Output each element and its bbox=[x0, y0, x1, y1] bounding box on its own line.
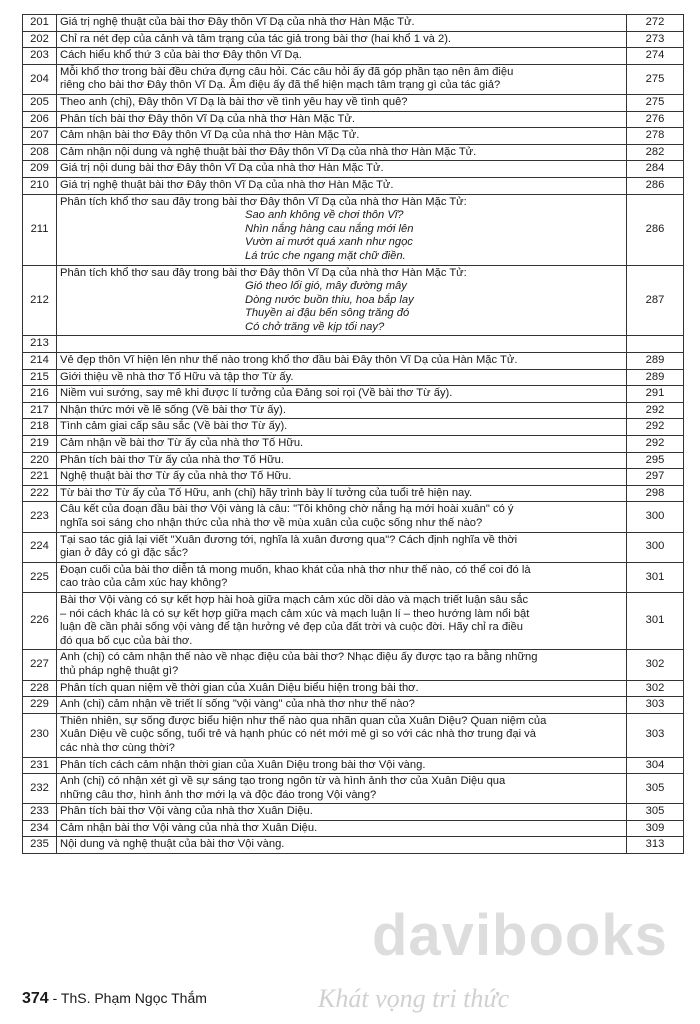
item-title-line: nghĩa soi sáng cho nhận thức của nhà thơ về mùa xuân của cuộc sống như thế nào? bbox=[60, 517, 483, 529]
item-title-line: Phân tích quan niệm về thời gian của Xuân Diệu biểu hiện trong bài thơ. bbox=[60, 681, 419, 694]
table-row bbox=[23, 177, 684, 194]
item-title-line: Cảm nhận bài thơ Đây thôn Vĩ Dạ của nhà thơ Hàn Mặc Tử. bbox=[60, 129, 360, 142]
item-page: 302 bbox=[627, 680, 684, 697]
poem-line: Nhìn nắng hàng cau nắng mới lên bbox=[245, 222, 414, 235]
item-number: 222 bbox=[23, 485, 57, 502]
table-row bbox=[23, 502, 684, 532]
item-page: 303 bbox=[627, 697, 684, 714]
item-number: 219 bbox=[23, 436, 57, 453]
item-page: 273 bbox=[627, 31, 684, 48]
item-title-line: Phân tích bài thơ Vội vàng của nhà thơ Xuân Diệu. bbox=[60, 805, 313, 818]
poem-line: Sao anh không về chơi thôn Vĩ? bbox=[245, 209, 404, 222]
item-page: 295 bbox=[627, 452, 684, 469]
item-title bbox=[57, 402, 627, 419]
table-row bbox=[23, 64, 684, 94]
table-row bbox=[23, 532, 684, 562]
item-title-line: Cảm nhận nội dung và nghệ thuật bài thơ Đây thôn Vĩ Dạ của nhà thơ Hàn Mặc Tử. bbox=[60, 145, 477, 158]
item-title bbox=[57, 64, 627, 94]
poem-line: Vườn ai mướt quá xanh như ngọc bbox=[245, 236, 413, 249]
item-number: 226 bbox=[23, 592, 57, 649]
table-row bbox=[23, 452, 684, 469]
item-page: 305 bbox=[627, 774, 684, 804]
item-title-line: Giá trị nghệ thuật bài thơ Đây thôn Vĩ Dạ của nhà thơ Hàn Mặc Tử. bbox=[60, 178, 394, 191]
item-title-line bbox=[60, 337, 623, 351]
table-row bbox=[23, 485, 684, 502]
item-number: 211 bbox=[23, 194, 57, 265]
item-page: 276 bbox=[627, 111, 684, 128]
item-title bbox=[57, 680, 627, 697]
table-row bbox=[23, 194, 684, 265]
item-title bbox=[57, 419, 627, 436]
poem-line: Có chở trăng về kịp tối nay? bbox=[245, 320, 385, 333]
table-row bbox=[23, 31, 684, 48]
item-title-line: Chỉ ra nét đẹp của cảnh và tâm trạng của tác giả trong bài thơ (hai khổ 1 và 2). bbox=[60, 32, 452, 45]
item-title bbox=[57, 144, 627, 161]
item-number: 214 bbox=[23, 353, 57, 370]
item-title-line: Giới thiệu về nhà thơ Tố Hữu và tập thơ Từ ấy. bbox=[60, 370, 294, 383]
table-row bbox=[23, 15, 684, 32]
item-page: 292 bbox=[627, 436, 684, 453]
page-number: 374 bbox=[22, 990, 49, 1007]
item-title bbox=[57, 194, 627, 265]
item-page: 313 bbox=[627, 837, 684, 854]
table-row bbox=[23, 697, 684, 714]
item-title-line: gian ở đây có gì đặc sắc? bbox=[60, 547, 188, 560]
item-title bbox=[57, 592, 627, 649]
item-number: 235 bbox=[23, 837, 57, 854]
item-title-line: Tại sao tác giả lại viết "Xuân đương tới, nghĩa là xuân đương qua"? Cách định nghĩa về thời bbox=[60, 533, 518, 546]
item-title-line: Thiên nhiên, sự sống được biểu hiện như thế nào qua nhãn quan của Xuân Diệu? Quan niệm của bbox=[60, 714, 547, 727]
item-number: 225 bbox=[23, 562, 57, 592]
item-number: 217 bbox=[23, 402, 57, 419]
item-title bbox=[57, 369, 627, 386]
item-title bbox=[57, 697, 627, 714]
item-title-line: Cảm nhận bài thơ Vội vàng của nhà thơ Xuân Diệu. bbox=[60, 821, 318, 834]
table-row bbox=[23, 469, 684, 486]
table-row bbox=[23, 402, 684, 419]
table-row bbox=[23, 369, 684, 386]
table-row bbox=[23, 713, 684, 757]
table-row bbox=[23, 144, 684, 161]
item-title bbox=[57, 532, 627, 562]
item-title bbox=[57, 650, 627, 680]
watermark-brand: davibooks bbox=[372, 903, 668, 968]
table-row bbox=[23, 336, 684, 353]
item-page: 286 bbox=[627, 177, 684, 194]
item-title bbox=[57, 94, 627, 111]
item-page: 300 bbox=[627, 532, 684, 562]
item-page: 286 bbox=[627, 194, 684, 265]
item-title-line: luận đề cần phải sống vội vàng để tận hưởng vẻ đẹp của đất trời và cuộc đời. Hãy chỉ ra điều bbox=[60, 621, 523, 634]
table-row bbox=[23, 562, 684, 592]
item-page: 275 bbox=[627, 64, 684, 94]
table-row bbox=[23, 436, 684, 453]
item-title-line: Anh (chị) có cảm nhận thế nào về nhạc điệu của bài thơ? Nhạc điệu ấy được tạo ra bằng những bbox=[60, 651, 538, 664]
item-title-line: Nghệ thuật bài thơ Từ ấy của nhà thơ Tố Hữu. bbox=[60, 470, 292, 483]
item-page: 292 bbox=[627, 419, 684, 436]
item-title bbox=[57, 128, 627, 145]
item-number: 202 bbox=[23, 31, 57, 48]
contents-table bbox=[22, 14, 684, 854]
item-title-line: Nội dung và nghệ thuật của bài thơ Vội vàng. bbox=[60, 838, 285, 851]
item-title-line: Anh (chị) có nhận xét gì về sự sáng tạo trong ngôn từ và hình ảnh thơ của Xuân Diệu qua bbox=[60, 775, 506, 788]
toc-page bbox=[22, 14, 684, 854]
watermark-slogan: Khát vọng tri thức bbox=[318, 984, 510, 1013]
item-number: 207 bbox=[23, 128, 57, 145]
item-page: 284 bbox=[627, 161, 684, 178]
item-title-line: riêng cho bài thơ Đây thôn Vĩ Dạ. Âm điệu ấy đã thể hiện mạch tâm trạng gì của tác giả? bbox=[60, 79, 501, 92]
item-title-line: Từ bài thơ Từ ấy của Tố Hữu, anh (chị) hãy trình bày lí tưởng của tuổi trẻ hiện nay. bbox=[60, 486, 473, 499]
item-number: 205 bbox=[23, 94, 57, 111]
item-page: 287 bbox=[627, 265, 684, 336]
item-number: 231 bbox=[23, 757, 57, 774]
item-title-line: Phân tích cách cảm nhận thời gian của Xuân Diệu trong bài thơ Vội vàng. bbox=[60, 758, 426, 771]
table-row bbox=[23, 592, 684, 649]
item-title-line: Câu kết của đoạn đầu bài thơ Vội vàng là câu: "Tôi không chờ nắng hạ mới hoài xuân" có ý bbox=[60, 503, 514, 516]
table-row bbox=[23, 757, 684, 774]
table-row bbox=[23, 650, 684, 680]
item-title-line: Niềm vui sướng, say mê khi được lí tưởng của Đảng soi rọi (Về bài thơ Từ ấy). bbox=[60, 387, 453, 400]
table-row bbox=[23, 128, 684, 145]
item-number: 206 bbox=[23, 111, 57, 128]
item-title bbox=[57, 177, 627, 194]
item-title bbox=[57, 469, 627, 486]
item-number: 234 bbox=[23, 820, 57, 837]
item-page: 304 bbox=[627, 757, 684, 774]
table-row bbox=[23, 161, 684, 178]
item-title-line: – nói cách khác là có sự kết hợp giữa mạch cảm xúc và mạch luận lí – theo hướng làm nổi bật bbox=[60, 607, 530, 620]
item-title bbox=[57, 161, 627, 178]
table-row bbox=[23, 265, 684, 336]
item-page: 305 bbox=[627, 804, 684, 821]
item-title-line: Đoạn cuối của bài thơ diễn tả mong muốn, khao khát của nhà thơ như thế nào, có thể coi đó là bbox=[60, 563, 531, 576]
item-title bbox=[57, 336, 627, 353]
item-page: 298 bbox=[627, 485, 684, 502]
item-title bbox=[57, 502, 627, 532]
item-page: 292 bbox=[627, 402, 684, 419]
item-number: 221 bbox=[23, 469, 57, 486]
item-title-line: Vẻ đẹp thôn Vĩ hiện lên như thế nào trong khổ thơ đầu bài Đây thôn Vĩ Dạ của Hàn Mặc Tử. bbox=[60, 354, 518, 367]
item-title-line: Phân tích bài thơ Từ ấy của nhà thơ Tố Hữu. bbox=[60, 453, 284, 466]
item-title-line: Tình cảm giai cấp sâu sắc (Về bài thơ Từ ấy). bbox=[60, 420, 288, 433]
item-title bbox=[57, 774, 627, 804]
poem-line: Thuyền ai đậu bến sông trăng đó bbox=[245, 307, 410, 320]
poem-line: Lá trúc che ngang mặt chữ điền. bbox=[245, 249, 406, 262]
item-page: 309 bbox=[627, 820, 684, 837]
item-number: 212 bbox=[23, 265, 57, 336]
item-number: 213 bbox=[23, 336, 57, 353]
item-title bbox=[57, 452, 627, 469]
item-title-line: đó qua bố cục của bài thơ. bbox=[60, 634, 193, 647]
item-title-line: Xuân Diệu về cuộc sống, tuổi trẻ và hạnh phúc có nét mới mẻ gì so với các nhà thơ trung đại và bbox=[60, 728, 536, 741]
item-title bbox=[57, 31, 627, 48]
item-title-line: Nhận thức mới về lẽ sống (Về bài thơ Từ ấy). bbox=[60, 403, 286, 416]
item-title bbox=[57, 837, 627, 854]
item-number: 209 bbox=[23, 161, 57, 178]
item-title-line: các nhà thơ cùng thời? bbox=[60, 741, 175, 754]
poem-line: Dòng nước buồn thiu, hoa bắp lay bbox=[245, 293, 414, 306]
item-title bbox=[57, 386, 627, 403]
item-number: 201 bbox=[23, 15, 57, 32]
item-title bbox=[57, 562, 627, 592]
item-number: 218 bbox=[23, 419, 57, 436]
item-title-line: Phân tích khổ thơ sau đây trong bài thơ Đây thôn Vĩ Dạ của nhà thơ Hàn Mặc Tử: bbox=[60, 195, 467, 208]
item-title bbox=[57, 265, 627, 336]
item-page: 291 bbox=[627, 386, 684, 403]
item-number: 224 bbox=[23, 532, 57, 562]
item-title-line: Theo anh (chị), Đây thôn Vĩ Dạ là bài thơ về tình yêu hay về tình quê? bbox=[60, 95, 408, 108]
item-page: 272 bbox=[627, 15, 684, 32]
item-title-line: thủ pháp nghệ thuật gì? bbox=[60, 664, 179, 677]
table-row bbox=[23, 353, 684, 370]
table-row bbox=[23, 804, 684, 821]
item-title-line: những câu thơ, hình ảnh thơ mới lạ và độc đáo trong Vội vàng? bbox=[60, 788, 377, 801]
item-page: 275 bbox=[627, 94, 684, 111]
poem-line: Gió theo lối gió, mây đường mây bbox=[245, 280, 407, 293]
footer-author: - ThS. Phạm Ngọc Thắm bbox=[52, 990, 207, 1006]
item-title bbox=[57, 15, 627, 32]
table-row bbox=[23, 94, 684, 111]
item-title bbox=[57, 353, 627, 370]
item-title-line: cao trào của cảm xúc hay không? bbox=[60, 577, 228, 590]
item-number: 204 bbox=[23, 64, 57, 94]
page-footer bbox=[22, 990, 207, 1008]
contents-table-body bbox=[23, 15, 684, 854]
item-number: 227 bbox=[23, 650, 57, 680]
item-title bbox=[57, 713, 627, 757]
item-number: 230 bbox=[23, 713, 57, 757]
item-title-line: Mỗi khổ thơ trong bài đều chứa đựng câu hỏi. Các câu hỏi ấy đã góp phần tạo nên âm điệu bbox=[60, 65, 514, 78]
item-page bbox=[627, 336, 684, 353]
item-page: 274 bbox=[627, 48, 684, 65]
item-title-line: Anh (chị) cảm nhận về triết lí sống "vội vàng" của nhà thơ như thế nào? bbox=[60, 698, 415, 711]
table-row bbox=[23, 386, 684, 403]
item-page: 302 bbox=[627, 650, 684, 680]
item-page: 297 bbox=[627, 469, 684, 486]
table-row bbox=[23, 837, 684, 854]
table-row bbox=[23, 419, 684, 436]
item-title-line: Cảm nhận về bài thơ Từ ấy của nhà thơ Tố Hữu. bbox=[60, 437, 304, 450]
item-number: 208 bbox=[23, 144, 57, 161]
item-page: 301 bbox=[627, 562, 684, 592]
item-title bbox=[57, 757, 627, 774]
item-page: 301 bbox=[627, 592, 684, 649]
item-number: 233 bbox=[23, 804, 57, 821]
item-number: 210 bbox=[23, 177, 57, 194]
table-row bbox=[23, 680, 684, 697]
item-title bbox=[57, 111, 627, 128]
item-number: 215 bbox=[23, 369, 57, 386]
item-number: 216 bbox=[23, 386, 57, 403]
item-number: 223 bbox=[23, 502, 57, 532]
item-title bbox=[57, 820, 627, 837]
item-title bbox=[57, 804, 627, 821]
item-page: 289 bbox=[627, 369, 684, 386]
item-title bbox=[57, 48, 627, 65]
item-number: 220 bbox=[23, 452, 57, 469]
table-row bbox=[23, 774, 684, 804]
item-page: 282 bbox=[627, 144, 684, 161]
item-title-line: Giá trị nghệ thuật của bài thơ Đây thôn Vĩ Dạ của nhà thơ Hàn Mặc Tử. bbox=[60, 16, 415, 28]
table-row bbox=[23, 48, 684, 65]
item-title-line: Phân tích khổ thơ sau đây trong bài thơ Đây thôn Vĩ Dạ của nhà thơ Hàn Mặc Tử: bbox=[60, 266, 467, 279]
item-number: 228 bbox=[23, 680, 57, 697]
table-row bbox=[23, 820, 684, 837]
item-number: 232 bbox=[23, 774, 57, 804]
item-page: 300 bbox=[627, 502, 684, 532]
item-page: 289 bbox=[627, 353, 684, 370]
item-title bbox=[57, 436, 627, 453]
item-title-line: Giá trị nội dung bài thơ Đây thôn Vĩ Dạ của nhà thơ Hàn Mặc Tử. bbox=[60, 162, 384, 175]
item-title-line: Bài thơ Vội vàng có sự kết hợp hài hoà giữa mạch cảm xúc dồi dào và mạch triết luận sâu sắc bbox=[60, 593, 529, 606]
item-page: 278 bbox=[627, 128, 684, 145]
item-title-line: Phân tích bài thơ Đây thôn Vĩ Dạ của nhà thơ Hàn Mặc Tử. bbox=[60, 112, 355, 125]
item-number: 229 bbox=[23, 697, 57, 714]
table-row bbox=[23, 111, 684, 128]
item-title-line: Cách hiểu khổ thứ 3 của bài thơ Đây thôn Vĩ Dạ. bbox=[60, 49, 302, 62]
item-page: 303 bbox=[627, 713, 684, 757]
item-title bbox=[57, 485, 627, 502]
item-number: 203 bbox=[23, 48, 57, 65]
